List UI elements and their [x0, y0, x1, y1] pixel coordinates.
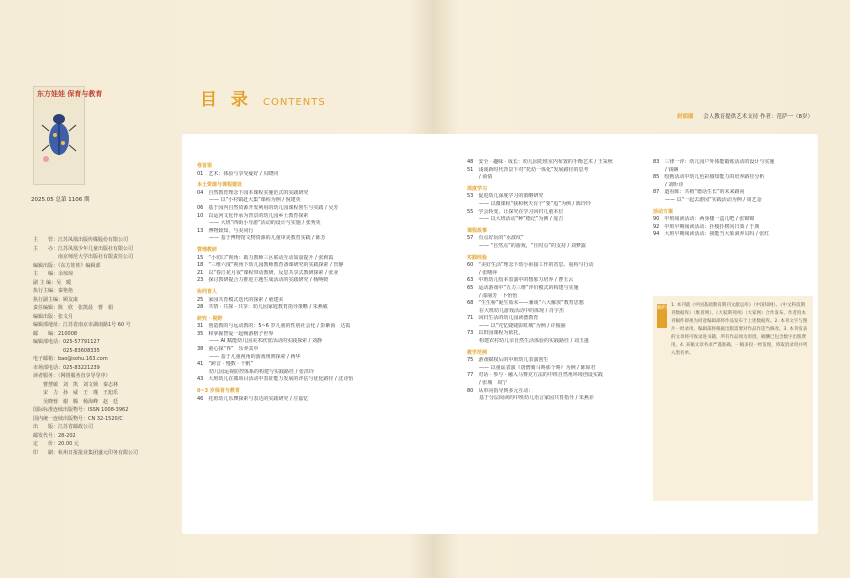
- toc-entry[interactable]: 01 艺术：体验与享受疑好 / 贝晓同: [197, 170, 279, 177]
- toc-subtitle: CONTENTS: [263, 97, 326, 108]
- toc-section-heading: 协同育人: [197, 288, 218, 295]
- toc-entry[interactable]: 73 以田园课程为依托，: [467, 330, 524, 337]
- issue-caption: 2025.05 总第 1106 期: [31, 197, 90, 203]
- toc-section-heading: 实践经验: [467, 254, 488, 261]
- toc-section-heading: 研究 · 视野: [197, 315, 223, 322]
- toc-entry[interactable]: 68 “生生桥”诞生始末——兼谈“六大解放”教育思想: [467, 300, 584, 307]
- masthead-line: 执行主编：秦艳艳: [33, 288, 74, 294]
- toc-entry[interactable]: 06 基于园内自然资源开发利用的幼儿园课程创生与实践 / 吴芳: [197, 204, 339, 211]
- masthead-line: 印 刷：杭州日报报业集团盛元印务有限公司: [33, 449, 139, 456]
- toc-entry[interactable]: —— 大班“西街小导游”活动的设计与实施 / 张秀英: [209, 220, 321, 227]
- masthead-line: 曹慧敏 刘 凯 刘文锁 秦志林: [33, 381, 119, 388]
- toc-entry[interactable]: 23 探讨教研提合力推进主题生成活动的实践研究 / 杨唤媛: [197, 277, 329, 284]
- cover-credit-tag: 封面图: [677, 114, 694, 120]
- toc-entry[interactable]: —— “自然点”的游戏，“且时点”的支持 / 刘梦露: [479, 242, 586, 249]
- masthead-line: 出 版：江苏省邮政公司: [33, 424, 94, 430]
- toc-entry[interactable]: —— 以“小村镇赶大集”课程为例 / 倪建英: [209, 197, 301, 204]
- masthead-line: 编辑部地址：江苏省南京市湖南路1号 60 号: [33, 322, 131, 328]
- toc-entry[interactable]: 基于分层阅读的中班幼儿语言家园共育指导 / 朱燕菲: [479, 395, 594, 402]
- toc-entry[interactable]: —— AI 赋能幼儿园美术欣赏活动的实践探索 / 刘静: [209, 338, 322, 345]
- toc-entry[interactable]: 43 大班幼儿在微项目活动中表征能力发展的评估与优化路径 / 沈诗怡: [197, 376, 354, 383]
- toc-entry[interactable]: 80 从单向指导到多元互动：: [467, 387, 534, 394]
- toc-entry[interactable]: 构建农村幼儿亲自然生活体验的实践路径 / 刘玉蓬: [479, 338, 589, 345]
- toc-entry[interactable]: 57 有点好玩的“水波纹”: [467, 235, 524, 242]
- toc-entry[interactable]: 38 童心探“界” 乐养其中: [197, 346, 259, 353]
- masthead-line: 读者服务：（网络服务直享导导序）: [33, 373, 111, 379]
- masthead-line: 宋 力 孙 威 王 瑾 王旭乐: [33, 390, 119, 396]
- toc-entry[interactable]: / 刘昕诗: [665, 181, 684, 188]
- toc-entry[interactable]: / 张曙萍: [479, 269, 498, 276]
- beetle-illustration: [40, 105, 78, 165]
- masthead-line: 市场部电话：025-83221239: [33, 364, 100, 371]
- toc-section-heading: 课程故事: [467, 227, 488, 234]
- toc-entry[interactable]: 41 “跨音 · 慢数 · 千帆”: [197, 361, 254, 368]
- toc-entry[interactable]: / 钱娴: [665, 166, 679, 173]
- toc-entry[interactable]: 28 共情 · 共探 · 共享：幼儿园家庭教育指导策略 / 朱燕敏: [197, 304, 328, 311]
- toc-entry[interactable]: 15 “小切口”视角：助力教师三区联动互动质量提升 / 张莉霞: [197, 254, 334, 261]
- toc-entry[interactable]: 35 和掌握智爱一起畅游格子世界: [197, 330, 274, 337]
- masthead-line: 邮发代号：28-202: [33, 432, 76, 439]
- toc-entry[interactable]: / 邵丽芳 卜怡怡: [479, 292, 518, 299]
- toc-entry[interactable]: 65 运动游戏中“五力三维”评价模式的构建与实施: [467, 284, 579, 291]
- toc-entry[interactable]: 10 以运河文化作承为背景的幼儿园乡土教育探索: [197, 212, 309, 219]
- toc-entry[interactable]: 25 家园共育模式迭代的探索 / 童建美: [197, 296, 284, 303]
- toc-entry[interactable]: / 张城 周宁: [479, 380, 508, 387]
- toc-entry[interactable]: 85 绘画活动中幼儿色彩感知能力的培养路径分析: [653, 174, 765, 181]
- toc-entry[interactable]: 77 对话 · 参与 · 融入马赛克方法的中班自然角环境创设实践: [467, 372, 603, 379]
- toc-entry[interactable]: 51 浅谈新时代背景下对“托幼一体化”发展路径的思考: [467, 166, 589, 173]
- toc-entry[interactable]: 75 游戏赋权后的中班幼儿表演创生: [467, 357, 549, 364]
- toc-entry[interactable]: 94 大班早期阅读活动：我能当大象洞养员吗 / 张红: [653, 231, 770, 238]
- notice-text: 1. 本刊就《中国基础教育期刊文献总库》（中国知网）、《中文科技期刊数据库》（维普网）、《大家期刊网》（大家网）合作发布，作者投本刊稿件即视为同意编辑部将作品发布于上述数据库。2. 本刊文字与图片一经录用，编辑部将根据出版需要对作品作适当修改。3. 本刊发表的文章将可收录进书籍，所有作品须为原创，稿酬已包含数字出版费用。4. 来稿文章务求严谨准确，一稿多投一经发现，将取消录用并列入黑名单。: [671, 303, 808, 356]
- cover-thumbnail: [33, 86, 103, 185]
- masthead-line: 副 主 编：吴 暖: [33, 279, 72, 286]
- toc-column-3: [653, 159, 813, 239]
- toc-entry[interactable]: 13 博物致知，与美同行: [197, 227, 254, 234]
- toc-entry[interactable]: 92 中班早期阅读活动：扑棱扑楞向日葵 / 于典: [653, 223, 760, 230]
- toc-entry[interactable]: 55 学会转变，让探究在学习回归儿童本位: [467, 208, 564, 215]
- toc-entry[interactable]: 63 中班幼儿绘本表演中的想象力培养 / 曹玉云: [467, 277, 574, 284]
- toc-entry[interactable]: —— 以“咒忆婕婕影虹城”为例 / 许俊丽: [479, 322, 566, 329]
- toc-entry[interactable]: —— 以微课程“我和秋天有个”要“追”为例 / 陈玲玲: [479, 200, 591, 207]
- masthead-line: 邮 编：210008: [33, 330, 78, 337]
- toc-entry[interactable]: 04 自然教育理念下园本课程实施范式的实践研究: [197, 189, 309, 196]
- toc-header: [200, 85, 326, 110]
- toc-entry[interactable]: 48 安全 · 趣味 · 成长：幼儿园托班室内布置的手衡艺术 / 王采秋: [467, 159, 613, 165]
- masthead-line: 责任编辑：陈 欣 张凯晨 曹 娟: [33, 305, 114, 311]
- toc-entry[interactable]: —— 以大班活动“种”德记”为例 / 庞吉: [479, 216, 564, 223]
- masthead-line: 主 管：江苏凤凰出版传媒股份有限公司: [33, 237, 129, 243]
- masthead-line: 定 价：20.00 元: [33, 441, 79, 447]
- toc-entry[interactable]: 46 托班幼儿乐舞探索与表达的实践研究 / 庄嘉忆: [197, 395, 309, 402]
- toc-section-heading: 教学范例: [467, 349, 488, 356]
- toc-entry[interactable]: 83 三律一评：幼儿园户外体能锻炼活动的设计与实施: [653, 159, 775, 165]
- masthead-line: 国际标准连续出版物号：ISSN 1008-3962: [33, 407, 129, 413]
- toc-section-heading: 深度学习: [467, 185, 488, 192]
- toc-entry[interactable]: 21 以“春江花月夜”课程带动教研，反思共享式教研探索 / 张业: [197, 269, 339, 276]
- toc-entry[interactable]: 53 促进幼儿深度学习的策略研究: [467, 193, 544, 200]
- masthead: [33, 236, 183, 457]
- toc-section-heading: 活动方案: [653, 208, 674, 215]
- toc-entry[interactable]: —— 以“一起去游园”实践活动为例 / 周艺金: [665, 196, 762, 203]
- toc-entry[interactable]: 71 回归生活的幼儿园读德教育: [467, 315, 539, 322]
- toc-entry[interactable]: 90 中班阅读活动：两身楼一盒儿吧 / 张锦锦: [653, 216, 755, 223]
- toc-entry[interactable]: —— 基于博物馆文物资源的儿童审美教育实践 / 陈芳: [209, 235, 326, 242]
- cover-title: 东方娃娃 保育与教育: [37, 90, 103, 98]
- masthead-line: 国内统一连续出版物号：CN 32-1520/C: [33, 415, 123, 422]
- submission-notice: [653, 296, 813, 501]
- toc-entry[interactable]: 60 “美好生活”理念下幼小衔接工作的省思、重构与行动: [467, 262, 594, 269]
- toc-entry[interactable]: —— 基于儿童视角的游戏规则探索 / 蒋华: [209, 353, 301, 360]
- cover-credit: [677, 112, 813, 120]
- masthead-line: 主 编：余琼琼: [33, 271, 74, 277]
- masthead-line: 025-83608335: [33, 347, 100, 354]
- toc-entry[interactable]: 18 “三维六度”视角下幼儿园教师教育备课研究的实践探索 / 管静: [197, 262, 344, 269]
- masthead-line: 南京师范大学出版社有限责任公司: [33, 254, 134, 260]
- masthead-line: 吴晓蓉 谢 腾 杨海峰 赵 廷: [33, 398, 119, 405]
- toc-column-2: [467, 159, 632, 403]
- toc-entry[interactable]: 31 创造教的与远动教的：5~6 岁儿童的性别社会化 / 彭紫茵 达霞: [197, 323, 351, 330]
- toc-section-heading: 卷首语: [197, 163, 213, 169]
- toc-section-heading: 本土资源与课程建设: [197, 182, 243, 189]
- notice-tag: 稿约: [657, 304, 667, 328]
- toc-section-heading: 0~3 岁保育与教育: [197, 388, 240, 395]
- toc-entry[interactable]: —— 以童谣表演《唐僧骑马咚那个咚》为例 / 陈琼君: [479, 364, 596, 371]
- toc-column-1: [197, 159, 407, 403]
- masthead-line: 编辑出版：张文月: [33, 313, 74, 320]
- toc-entry[interactable]: 在大班幼儿游戏活动中的体现 / 肖宇杰: [479, 307, 564, 314]
- masthead-line: 电子邮箱：bao@sohu.163.com: [33, 356, 108, 362]
- cover-credit-text: 会人教育提供艺术支持 作者：范萨一（8岁）: [703, 114, 814, 120]
- masthead-line: 主 办：江苏凤凰少年儿童出版社有限公司: [33, 245, 134, 252]
- masthead-line: 编辑出版：《东方娃娃》编辑部: [33, 262, 101, 269]
- masthead-line: 编辑部电话：025-57791127: [33, 339, 100, 345]
- toc-entry[interactable]: 87 道看陈：共植“德话生长”的未来路向: [653, 189, 745, 196]
- toc-entry[interactable]: 幼儿园运视防控体系的构建与实践路径 / 张洪玲: [209, 368, 314, 375]
- toc-entry[interactable]: / 俞倩: [479, 174, 493, 181]
- toc-section-heading: 管理教研: [197, 246, 218, 253]
- toc-title: 目 录: [200, 90, 252, 110]
- masthead-line: 执行副主编：顾友康: [33, 296, 79, 303]
